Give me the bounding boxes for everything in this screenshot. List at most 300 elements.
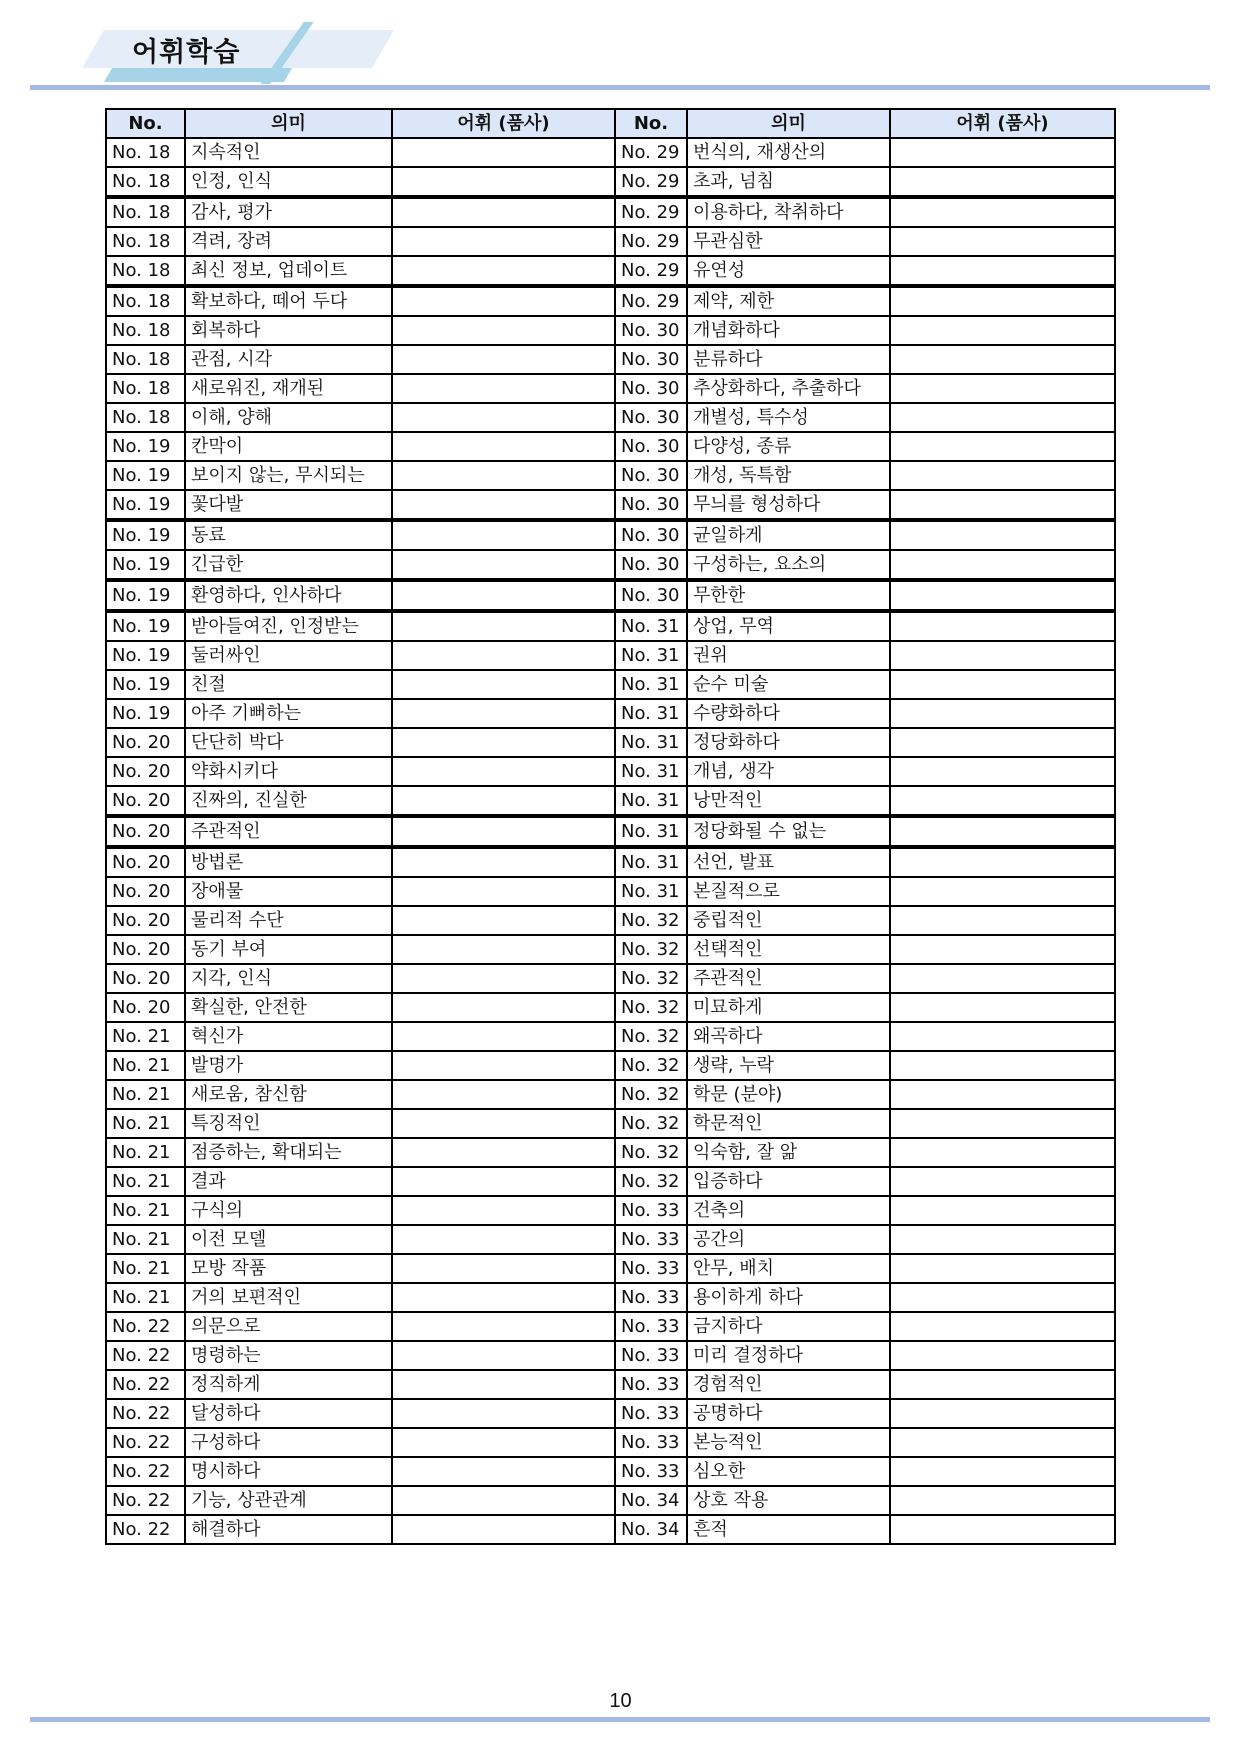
left-no-cell: No. 20 — [106, 877, 185, 906]
right-meaning-cell: 상업, 무역 — [687, 611, 890, 641]
left-meaning-cell: 지속적인 — [185, 138, 392, 167]
right-word-input-cell[interactable] — [890, 1109, 1115, 1138]
left-word-input-cell[interactable] — [392, 227, 615, 256]
col-header-meaning-right: 의미 — [687, 109, 890, 138]
right-no-cell: No. 33 — [615, 1312, 687, 1341]
left-meaning-cell: 단단히 박다 — [185, 728, 392, 757]
right-no-cell: No. 32 — [615, 1080, 687, 1109]
left-meaning-cell: 긴급한 — [185, 550, 392, 580]
left-meaning-cell: 점증하는, 확대되는 — [185, 1138, 392, 1167]
left-word-input-cell[interactable] — [392, 1109, 615, 1138]
right-no-cell: No. 31 — [615, 611, 687, 641]
left-word-input-cell[interactable] — [392, 993, 615, 1022]
left-word-input-cell[interactable] — [392, 1225, 615, 1254]
right-no-cell: No. 30 — [615, 490, 687, 520]
left-word-input-cell[interactable] — [392, 641, 615, 670]
right-word-input-cell[interactable] — [890, 877, 1115, 906]
left-word-input-cell[interactable] — [392, 757, 615, 786]
right-no-cell: No. 31 — [615, 816, 687, 847]
right-meaning-cell: 유연성 — [687, 256, 890, 286]
right-word-input-cell[interactable] — [890, 964, 1115, 993]
right-meaning-cell: 개념화하다 — [687, 316, 890, 345]
left-meaning-cell: 새로워진, 재개된 — [185, 374, 392, 403]
right-word-input-cell[interactable] — [890, 1428, 1115, 1457]
table-row — [106, 1051, 1115, 1080]
left-meaning-cell: 구성하다 — [185, 1428, 392, 1457]
left-no-cell: No. 18 — [106, 256, 185, 286]
right-no-cell: No. 31 — [615, 757, 687, 786]
left-word-input-cell[interactable] — [392, 286, 615, 316]
right-no-cell: No. 30 — [615, 550, 687, 580]
left-no-cell: No. 20 — [106, 786, 185, 816]
right-meaning-cell: 금지하다 — [687, 1312, 890, 1341]
right-word-input-cell[interactable] — [890, 286, 1115, 316]
col-header-word-right: 어휘 (품사) — [890, 109, 1115, 138]
left-word-input-cell[interactable] — [392, 1312, 615, 1341]
right-word-input-cell[interactable] — [890, 1399, 1115, 1428]
left-word-input-cell[interactable] — [392, 728, 615, 757]
left-word-input-cell[interactable] — [392, 1196, 615, 1225]
right-meaning-cell: 초과, 넘침 — [687, 167, 890, 197]
table-row — [106, 403, 1115, 432]
right-meaning-cell: 개성, 독특함 — [687, 461, 890, 490]
right-word-input-cell[interactable] — [890, 670, 1115, 699]
left-meaning-cell: 거의 보편적인 — [185, 1283, 392, 1312]
left-meaning-cell: 명시하다 — [185, 1457, 392, 1486]
right-meaning-cell: 학문적인 — [687, 1109, 890, 1138]
left-meaning-cell: 달성하다 — [185, 1399, 392, 1428]
left-no-cell: No. 20 — [106, 935, 185, 964]
left-word-input-cell[interactable] — [392, 432, 615, 461]
right-no-cell: No. 33 — [615, 1341, 687, 1370]
right-no-cell: No. 32 — [615, 935, 687, 964]
right-no-cell: No. 30 — [615, 432, 687, 461]
col-header-word-left: 어휘 (품사) — [392, 109, 615, 138]
right-word-input-cell[interactable] — [890, 1312, 1115, 1341]
right-word-input-cell[interactable] — [890, 786, 1115, 816]
right-word-input-cell[interactable] — [890, 728, 1115, 757]
right-meaning-cell: 정당화하다 — [687, 728, 890, 757]
right-no-cell: No. 29 — [615, 286, 687, 316]
left-no-cell: No. 21 — [106, 1022, 185, 1051]
left-word-input-cell[interactable] — [392, 138, 615, 167]
left-no-cell: No. 20 — [106, 757, 185, 786]
left-no-cell: No. 18 — [106, 286, 185, 316]
table-row — [106, 580, 1115, 611]
left-meaning-cell: 격려, 장려 — [185, 227, 392, 256]
table-row — [106, 1457, 1115, 1486]
right-meaning-cell: 입증하다 — [687, 1167, 890, 1196]
left-meaning-cell: 회복하다 — [185, 316, 392, 345]
left-word-input-cell[interactable] — [392, 1138, 615, 1167]
right-word-input-cell[interactable] — [890, 816, 1115, 847]
left-no-cell: No. 19 — [106, 611, 185, 641]
right-no-cell: No. 32 — [615, 1109, 687, 1138]
left-word-input-cell[interactable] — [392, 345, 615, 374]
right-no-cell: No. 33 — [615, 1225, 687, 1254]
left-word-input-cell[interactable] — [392, 699, 615, 728]
right-word-input-cell[interactable] — [890, 227, 1115, 256]
right-word-input-cell[interactable] — [890, 1515, 1115, 1544]
right-meaning-cell: 구성하는, 요소의 — [687, 550, 890, 580]
left-word-input-cell[interactable] — [392, 1370, 615, 1399]
right-no-cell: No. 31 — [615, 670, 687, 699]
right-no-cell: No. 31 — [615, 877, 687, 906]
left-word-input-cell[interactable] — [392, 964, 615, 993]
vocab-table — [105, 108, 1116, 1545]
page-number: 10 — [609, 1690, 632, 1712]
table-row — [106, 1254, 1115, 1283]
table-row — [106, 1167, 1115, 1196]
right-meaning-cell: 공간의 — [687, 1225, 890, 1254]
right-no-cell: No. 30 — [615, 316, 687, 345]
right-meaning-cell: 분류하다 — [687, 345, 890, 374]
right-word-input-cell[interactable] — [890, 374, 1115, 403]
left-no-cell: No. 19 — [106, 520, 185, 550]
table-row — [106, 461, 1115, 490]
right-word-input-cell[interactable] — [890, 1167, 1115, 1196]
right-no-cell: No. 31 — [615, 728, 687, 757]
left-meaning-cell: 정직하게 — [185, 1370, 392, 1399]
left-no-cell: No. 22 — [106, 1341, 185, 1370]
right-word-input-cell[interactable] — [890, 138, 1115, 167]
right-no-cell: No. 29 — [615, 256, 687, 286]
table-row — [106, 1225, 1115, 1254]
left-no-cell: No. 19 — [106, 432, 185, 461]
right-no-cell: No. 32 — [615, 1138, 687, 1167]
right-word-input-cell[interactable] — [890, 197, 1115, 227]
left-meaning-cell: 약화시키다 — [185, 757, 392, 786]
left-meaning-cell: 관점, 시각 — [185, 345, 392, 374]
left-no-cell: No. 21 — [106, 1283, 185, 1312]
table-row — [106, 1341, 1115, 1370]
table-row — [106, 550, 1115, 580]
right-word-input-cell[interactable] — [890, 1370, 1115, 1399]
left-meaning-cell: 결과 — [185, 1167, 392, 1196]
table-row — [106, 906, 1115, 935]
table-row — [106, 1109, 1115, 1138]
right-no-cell: No. 31 — [615, 786, 687, 816]
table-row — [106, 1312, 1115, 1341]
left-word-input-cell[interactable] — [392, 847, 615, 877]
right-word-input-cell[interactable] — [890, 699, 1115, 728]
right-word-input-cell[interactable] — [890, 1254, 1115, 1283]
left-word-input-cell[interactable] — [392, 877, 615, 906]
left-no-cell: No. 20 — [106, 728, 185, 757]
right-word-input-cell[interactable] — [890, 403, 1115, 432]
right-word-input-cell[interactable] — [890, 550, 1115, 580]
right-word-input-cell[interactable] — [890, 461, 1115, 490]
left-word-input-cell[interactable] — [392, 1254, 615, 1283]
right-meaning-cell: 주관적인 — [687, 964, 890, 993]
right-meaning-cell: 상호 작용 — [687, 1486, 890, 1515]
left-word-input-cell[interactable] — [392, 1399, 615, 1428]
left-meaning-cell: 새로움, 참신함 — [185, 1080, 392, 1109]
right-word-input-cell[interactable] — [890, 1080, 1115, 1109]
left-no-cell: No. 19 — [106, 461, 185, 490]
left-word-input-cell[interactable] — [392, 1341, 615, 1370]
right-no-cell: No. 32 — [615, 1051, 687, 1080]
right-meaning-cell: 번식의, 재생산의 — [687, 138, 890, 167]
right-no-cell: No. 32 — [615, 1167, 687, 1196]
left-word-input-cell[interactable] — [392, 580, 615, 611]
left-meaning-cell: 장애물 — [185, 877, 392, 906]
left-no-cell: No. 21 — [106, 1167, 185, 1196]
right-no-cell: No. 32 — [615, 993, 687, 1022]
left-no-cell: No. 22 — [106, 1457, 185, 1486]
left-no-cell: No. 21 — [106, 1051, 185, 1080]
right-meaning-cell: 공명하다 — [687, 1399, 890, 1428]
right-meaning-cell: 순수 미술 — [687, 670, 890, 699]
left-no-cell: No. 22 — [106, 1312, 185, 1341]
right-word-input-cell[interactable] — [890, 432, 1115, 461]
left-meaning-cell: 방법론 — [185, 847, 392, 877]
left-word-input-cell[interactable] — [392, 197, 615, 227]
right-meaning-cell: 본능적인 — [687, 1428, 890, 1457]
left-word-input-cell[interactable] — [392, 935, 615, 964]
right-no-cell: No. 33 — [615, 1428, 687, 1457]
right-meaning-cell: 심오한 — [687, 1457, 890, 1486]
right-no-cell: No. 29 — [615, 167, 687, 197]
page-title: 어휘학습 — [132, 37, 241, 68]
right-meaning-cell: 용이하게 하다 — [687, 1283, 890, 1312]
right-meaning-cell: 선택적인 — [687, 935, 890, 964]
right-word-input-cell[interactable] — [890, 1225, 1115, 1254]
table-row — [106, 1022, 1115, 1051]
left-no-cell: No. 20 — [106, 847, 185, 877]
left-meaning-cell: 물리적 수단 — [185, 906, 392, 935]
left-meaning-cell: 동료 — [185, 520, 392, 550]
table-row — [106, 670, 1115, 699]
right-word-input-cell[interactable] — [890, 1051, 1115, 1080]
left-word-input-cell[interactable] — [392, 316, 615, 345]
left-no-cell: No. 21 — [106, 1254, 185, 1283]
left-word-input-cell[interactable] — [392, 374, 615, 403]
left-word-input-cell[interactable] — [392, 1428, 615, 1457]
left-word-input-cell[interactable] — [392, 167, 615, 197]
left-word-input-cell[interactable] — [392, 403, 615, 432]
left-word-input-cell[interactable] — [392, 816, 615, 847]
left-no-cell: No. 18 — [106, 227, 185, 256]
left-word-input-cell[interactable] — [392, 1515, 615, 1544]
left-no-cell: No. 19 — [106, 670, 185, 699]
left-meaning-cell: 친절 — [185, 670, 392, 699]
left-word-input-cell[interactable] — [392, 611, 615, 641]
right-meaning-cell: 추상화하다, 추출하다 — [687, 374, 890, 403]
right-no-cell: No. 30 — [615, 580, 687, 611]
left-no-cell: No. 22 — [106, 1428, 185, 1457]
table-row — [106, 1138, 1115, 1167]
left-meaning-cell: 최신 정보, 업데이트 — [185, 256, 392, 286]
right-meaning-cell: 무관심한 — [687, 227, 890, 256]
right-no-cell: No. 31 — [615, 847, 687, 877]
right-word-input-cell[interactable] — [890, 1196, 1115, 1225]
left-no-cell: No. 22 — [106, 1486, 185, 1515]
left-no-cell: No. 19 — [106, 641, 185, 670]
left-meaning-cell: 발명가 — [185, 1051, 392, 1080]
right-word-input-cell[interactable] — [890, 490, 1115, 520]
col-header-no-right: No. — [615, 109, 687, 138]
right-word-input-cell[interactable] — [890, 1486, 1115, 1515]
table-row — [106, 964, 1115, 993]
right-word-input-cell[interactable] — [890, 520, 1115, 550]
right-no-cell: No. 33 — [615, 1457, 687, 1486]
right-meaning-cell: 낭만적인 — [687, 786, 890, 816]
right-meaning-cell: 정당화될 수 없는 — [687, 816, 890, 847]
left-meaning-cell: 이전 모델 — [185, 1225, 392, 1254]
right-no-cell: No. 33 — [615, 1370, 687, 1399]
table-row — [106, 641, 1115, 670]
right-no-cell: No. 32 — [615, 1022, 687, 1051]
right-meaning-cell: 익숙함, 잘 앎 — [687, 1138, 890, 1167]
left-word-input-cell[interactable] — [392, 1167, 615, 1196]
left-word-input-cell[interactable] — [392, 520, 615, 550]
table-row — [106, 816, 1115, 847]
right-no-cell: No. 32 — [615, 906, 687, 935]
right-meaning-cell: 권위 — [687, 641, 890, 670]
right-meaning-cell: 생략, 누락 — [687, 1051, 890, 1080]
left-word-input-cell[interactable] — [392, 461, 615, 490]
left-no-cell: No. 18 — [106, 374, 185, 403]
table-row — [106, 1080, 1115, 1109]
section-banner — [60, 18, 360, 80]
table-row — [106, 993, 1115, 1022]
left-meaning-cell: 주관적인 — [185, 816, 392, 847]
right-no-cell: No. 30 — [615, 520, 687, 550]
left-meaning-cell: 모방 작품 — [185, 1254, 392, 1283]
left-no-cell: No. 19 — [106, 550, 185, 580]
right-word-input-cell[interactable] — [890, 167, 1115, 197]
right-no-cell: No. 33 — [615, 1254, 687, 1283]
left-meaning-cell: 혁신가 — [185, 1022, 392, 1051]
table-row — [106, 757, 1115, 786]
table-row — [106, 316, 1115, 345]
left-word-input-cell[interactable] — [392, 1022, 615, 1051]
right-meaning-cell: 본질적으로 — [687, 877, 890, 906]
right-word-input-cell[interactable] — [890, 1341, 1115, 1370]
left-meaning-cell: 인정, 인식 — [185, 167, 392, 197]
left-word-input-cell[interactable] — [392, 256, 615, 286]
right-word-input-cell[interactable] — [890, 316, 1115, 345]
left-word-input-cell[interactable] — [392, 1051, 615, 1080]
right-meaning-cell: 선언, 발표 — [687, 847, 890, 877]
right-meaning-cell: 다양성, 종류 — [687, 432, 890, 461]
right-word-input-cell[interactable] — [890, 256, 1115, 286]
table-row — [106, 1399, 1115, 1428]
left-no-cell: No. 21 — [106, 1225, 185, 1254]
table-row — [106, 256, 1115, 286]
left-meaning-cell: 보이지 않는, 무시되는 — [185, 461, 392, 490]
right-no-cell: No. 34 — [615, 1486, 687, 1515]
left-meaning-cell: 명령하는 — [185, 1341, 392, 1370]
left-word-input-cell[interactable] — [392, 906, 615, 935]
right-word-input-cell[interactable] — [890, 757, 1115, 786]
left-meaning-cell: 이해, 양해 — [185, 403, 392, 432]
left-meaning-cell: 진짜의, 진실한 — [185, 786, 392, 816]
right-word-input-cell[interactable] — [890, 906, 1115, 935]
table-row — [106, 167, 1115, 197]
left-no-cell: No. 22 — [106, 1370, 185, 1399]
left-meaning-cell: 동기 부여 — [185, 935, 392, 964]
right-meaning-cell: 개념, 생각 — [687, 757, 890, 786]
right-no-cell: No. 30 — [615, 345, 687, 374]
right-word-input-cell[interactable] — [890, 345, 1115, 374]
right-meaning-cell: 무한한 — [687, 580, 890, 611]
right-word-input-cell[interactable] — [890, 580, 1115, 611]
left-no-cell: No. 20 — [106, 816, 185, 847]
col-header-meaning-left: 의미 — [185, 109, 392, 138]
left-word-input-cell[interactable] — [392, 1283, 615, 1312]
left-word-input-cell[interactable] — [392, 1457, 615, 1486]
left-word-input-cell[interactable] — [392, 550, 615, 580]
table-row — [106, 786, 1115, 816]
left-no-cell: No. 18 — [106, 138, 185, 167]
left-meaning-cell: 확보하다, 떼어 두다 — [185, 286, 392, 316]
left-word-input-cell[interactable] — [392, 670, 615, 699]
left-word-input-cell[interactable] — [392, 490, 615, 520]
left-meaning-cell: 아주 기뻐하는 — [185, 699, 392, 728]
table-row — [106, 432, 1115, 461]
right-word-input-cell[interactable] — [890, 935, 1115, 964]
right-word-input-cell[interactable] — [890, 1138, 1115, 1167]
left-no-cell: No. 21 — [106, 1196, 185, 1225]
right-no-cell: No. 33 — [615, 1399, 687, 1428]
left-no-cell: No. 19 — [106, 699, 185, 728]
table-row — [106, 520, 1115, 550]
left-word-input-cell[interactable] — [392, 1080, 615, 1109]
table-header-row — [106, 109, 1115, 138]
right-meaning-cell: 왜곡하다 — [687, 1022, 890, 1051]
table-row — [106, 1283, 1115, 1312]
top-divider — [30, 85, 1210, 90]
right-no-cell: No. 29 — [615, 227, 687, 256]
left-word-input-cell[interactable] — [392, 1486, 615, 1515]
right-meaning-cell: 개별성, 특수성 — [687, 403, 890, 432]
right-word-input-cell[interactable] — [890, 1457, 1115, 1486]
right-meaning-cell: 경험적인 — [687, 1370, 890, 1399]
left-no-cell: No. 19 — [106, 580, 185, 611]
right-word-input-cell[interactable] — [890, 611, 1115, 641]
left-word-input-cell[interactable] — [392, 786, 615, 816]
right-word-input-cell[interactable] — [890, 993, 1115, 1022]
right-meaning-cell: 제약, 제한 — [687, 286, 890, 316]
right-meaning-cell: 균일하게 — [687, 520, 890, 550]
right-word-input-cell[interactable] — [890, 1283, 1115, 1312]
right-meaning-cell: 이용하다, 착취하다 — [687, 197, 890, 227]
right-word-input-cell[interactable] — [890, 1022, 1115, 1051]
left-meaning-cell: 지각, 인식 — [185, 964, 392, 993]
right-no-cell: No. 32 — [615, 964, 687, 993]
table-row — [106, 847, 1115, 877]
table-row — [106, 611, 1115, 641]
right-no-cell: No. 29 — [615, 197, 687, 227]
right-no-cell: No. 30 — [615, 403, 687, 432]
right-meaning-cell: 학문 (분야) — [687, 1080, 890, 1109]
left-meaning-cell: 확실한, 안전한 — [185, 993, 392, 1022]
left-meaning-cell: 둘러싸인 — [185, 641, 392, 670]
right-no-cell: No. 33 — [615, 1196, 687, 1225]
bottom-divider — [30, 1717, 1210, 1722]
left-no-cell: No. 18 — [106, 345, 185, 374]
left-meaning-cell: 칸막이 — [185, 432, 392, 461]
right-no-cell: No. 30 — [615, 374, 687, 403]
left-meaning-cell: 기능, 상관관계 — [185, 1486, 392, 1515]
right-word-input-cell[interactable] — [890, 641, 1115, 670]
right-no-cell: No. 31 — [615, 641, 687, 670]
right-word-input-cell[interactable] — [890, 847, 1115, 877]
right-meaning-cell: 건축의 — [687, 1196, 890, 1225]
left-no-cell: No. 21 — [106, 1080, 185, 1109]
